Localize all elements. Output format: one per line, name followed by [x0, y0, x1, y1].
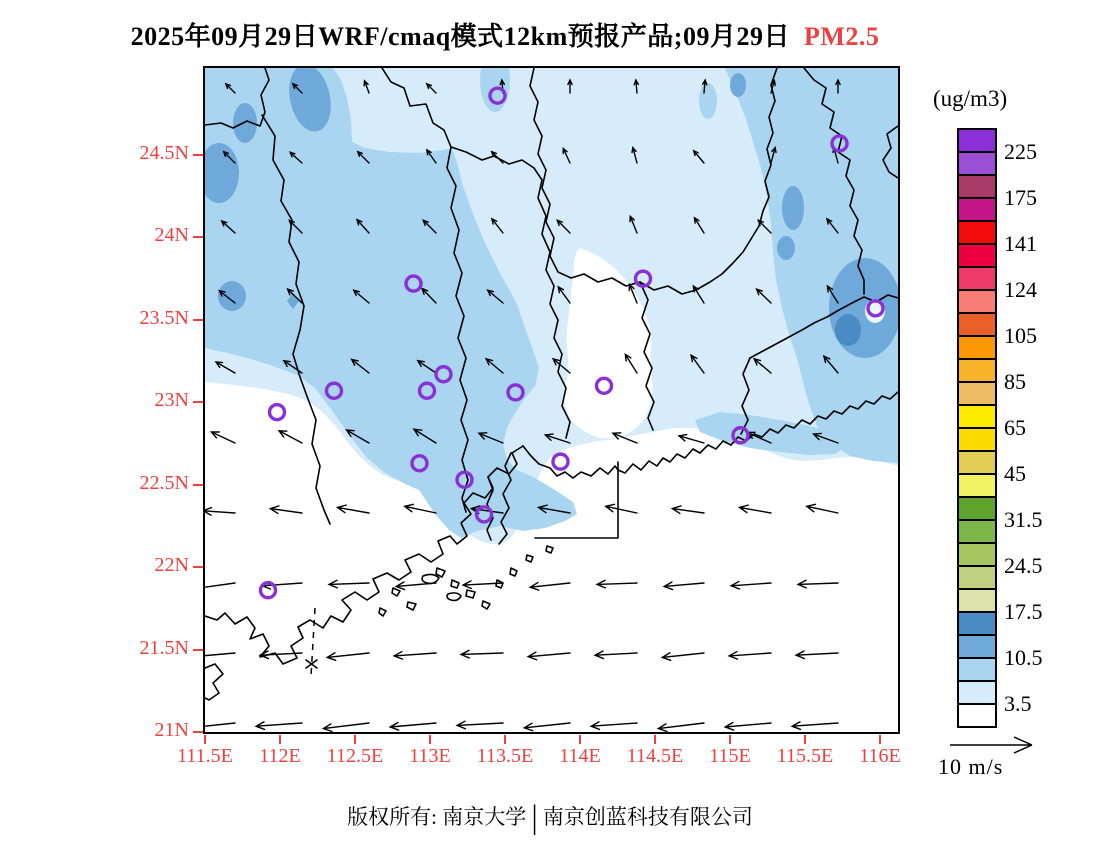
colorbar-cell	[957, 588, 997, 613]
colorbar-cell	[957, 243, 997, 268]
x-axis-tick	[654, 735, 656, 744]
x-axis-tick-label: 112.5E	[326, 745, 384, 767]
contour-dark-core	[835, 314, 861, 346]
contour-mid-patch-ne1	[730, 73, 746, 97]
colorbar-cell	[957, 312, 997, 337]
x-axis-tick-label: 114.5E	[626, 745, 684, 767]
y-axis-tick	[193, 319, 203, 321]
colorbar-tick-label: 10.5	[1004, 645, 1043, 670]
copyright-footer	[0, 797, 1100, 836]
y-axis-tick	[193, 154, 203, 156]
colorbar-cell	[957, 473, 997, 498]
y-axis-tick-label: 23.5N	[139, 306, 189, 329]
x-axis-tick-label: 114E	[559, 745, 601, 767]
x-axis-tick	[279, 735, 281, 744]
x-axis-tick-label: 115E	[709, 745, 751, 767]
colorbar-cell	[957, 404, 997, 429]
colorbar-cell	[957, 703, 997, 728]
contour-mid-patch-e1	[782, 186, 804, 230]
colorbar-tick-label: 31.5	[1004, 507, 1043, 532]
colorbar-tick-label: 175	[1004, 185, 1037, 210]
x-axis-tick-label: 115.5E	[776, 745, 834, 767]
colorbar-tick-label: 141	[1004, 231, 1037, 256]
colorbar-cell	[957, 335, 997, 360]
x-axis-tick-label: 113E	[409, 745, 451, 767]
y-axis-tick-label: 21N	[154, 719, 189, 741]
copyright-left: 版权所有: 南京大学	[347, 805, 527, 829]
x-axis-tick	[879, 735, 881, 744]
colorbar-cell	[957, 680, 997, 705]
colorbar-cell	[957, 496, 997, 521]
colorbar-tick-label: 45	[1004, 461, 1026, 486]
y-axis-tick	[193, 649, 203, 651]
title-text: 2025年09月29日WRF/cmaq模式12km预报产品;09月29日	[130, 22, 790, 51]
x-axis-tick	[354, 735, 356, 744]
colorbar-cell	[957, 519, 997, 544]
colorbar-cell	[957, 611, 997, 636]
title-species: PM2.5	[803, 22, 880, 51]
colorbar-tick-label: 225	[1004, 139, 1037, 164]
y-axis-tick	[193, 731, 203, 733]
colorbar-cell	[957, 358, 997, 383]
y-axis-tick	[193, 484, 203, 486]
colorbar-cell	[957, 657, 997, 682]
y-axis-tick-label: 21.5N	[139, 636, 189, 659]
colorbar-tick-label: 3.5	[1004, 691, 1032, 716]
colorbar-tick-label: 65	[1004, 415, 1026, 440]
colorbar-tick-label: 17.5	[1004, 599, 1043, 624]
copyright-divider: |	[532, 797, 537, 836]
x-axis-tick	[429, 735, 431, 744]
contour-mid-patch-east-max	[829, 258, 898, 358]
page-title	[0, 16, 1010, 53]
x-axis-tick	[804, 735, 806, 744]
colorbar-unit-label: (ug/m3)	[933, 86, 1008, 111]
wind-reference-arrow-icon	[948, 734, 1040, 756]
y-axis-tick-label: 24N	[154, 224, 189, 247]
colorbar-cell	[957, 381, 997, 406]
colorbar-cell	[957, 565, 997, 590]
y-axis-tick-label: 24.5N	[139, 142, 189, 164]
x-axis-tick-label: 116E	[859, 745, 901, 767]
colorbar-tick-label: 24.5	[1004, 553, 1043, 578]
y-axis-tick	[193, 236, 203, 238]
x-axis-tick	[504, 735, 506, 744]
x-axis-tick-label: 111.5E	[177, 745, 233, 767]
x-axis-tick	[729, 735, 731, 744]
x-axis-tick	[204, 735, 206, 744]
y-axis-tick-label: 23N	[154, 389, 189, 412]
map-panel	[203, 66, 900, 734]
contour-light-blob-top	[699, 83, 717, 119]
colorbar-cell	[957, 197, 997, 222]
colorbar-cell	[957, 151, 997, 176]
colorbar	[957, 128, 997, 728]
colorbar-cell	[957, 427, 997, 452]
colorbar-tick-label: 85	[1004, 369, 1026, 394]
colorbar-cell	[957, 289, 997, 314]
x-axis-tick-label: 113.5E	[476, 745, 534, 767]
y-axis-tick-label: 22.5N	[139, 471, 189, 494]
wind-reference-label: 10 m/s	[938, 754, 1004, 779]
colorbar-cell	[957, 174, 997, 199]
x-axis-tick	[579, 735, 581, 744]
colorbar-cell	[957, 220, 997, 245]
y-axis-tick	[193, 401, 203, 403]
colorbar-tick-label: 124	[1004, 277, 1037, 302]
colorbar-cell	[957, 634, 997, 659]
colorbar-cell	[957, 266, 997, 291]
colorbar-cell	[957, 128, 997, 153]
contour-mid-patch-e2	[777, 236, 795, 260]
contour-map	[205, 68, 898, 732]
colorbar-cell	[957, 450, 997, 475]
y-axis-tick-label: 22N	[154, 554, 189, 577]
colorbar-tick-label: 105	[1004, 323, 1037, 348]
copyright-right: 南京创蓝科技有限公司	[542, 805, 753, 829]
colorbar-cell	[957, 542, 997, 567]
y-axis-tick	[193, 566, 203, 568]
x-axis-tick-label: 112E	[259, 745, 301, 767]
